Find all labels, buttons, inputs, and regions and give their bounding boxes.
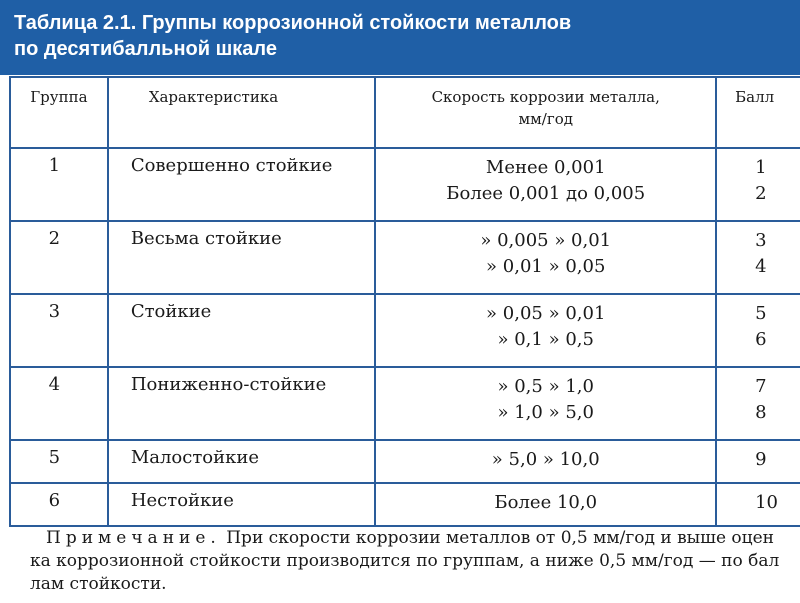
rate-line: » 0,01 » 0,05 (486, 256, 606, 277)
table-row (10, 440, 800, 483)
cell-score (716, 367, 800, 440)
cell-score (716, 221, 800, 294)
cell-characteristic: Нестойкие (108, 483, 376, 526)
rate-line: » 0,5 » 1,0 (497, 376, 594, 397)
rate-line: Более 10,0 (494, 492, 598, 513)
title-line-1: Таблица 2.1. Группы коррозионной стойкости металлов (14, 12, 572, 34)
score-value: 1 (755, 157, 767, 178)
cell-group: 3 (10, 294, 108, 367)
table-row (10, 221, 800, 294)
cell-rate (375, 367, 716, 440)
cell-score (716, 440, 800, 483)
rate-line: Более 0,001 до 0,005 (446, 183, 646, 204)
cell-characteristic: Малостойкие (108, 440, 376, 483)
header-rate-line-1: Скорость коррозии металла, (431, 88, 660, 106)
score-value: 5 (755, 303, 767, 324)
cell-rate (375, 294, 716, 367)
score-value: 2 (755, 183, 767, 204)
cell-group: 2 (10, 221, 108, 294)
cell-score (716, 294, 800, 367)
header-rate (375, 77, 716, 148)
cell-score (716, 483, 800, 526)
table-header-row (10, 77, 800, 148)
table-row (10, 483, 800, 526)
note-label: Примечание. (46, 528, 221, 548)
cell-group: 1 (10, 148, 108, 221)
cell-rate (375, 483, 716, 526)
note-text-1: При скорости коррозии металлов от 0,5 мм/год и выше оцен (226, 528, 774, 548)
table-row (10, 294, 800, 367)
cell-characteristic: Стойкие (108, 294, 376, 367)
score-value: 10 (755, 492, 779, 513)
score-value: 9 (755, 449, 767, 470)
table-note (30, 527, 800, 596)
header-group: Группа (10, 77, 108, 148)
score-value: 4 (755, 256, 767, 277)
rate-line: » 0,005 » 0,01 (480, 230, 612, 251)
table-row (10, 148, 800, 221)
rate-line: » 0,1 » 0,5 (497, 329, 594, 350)
cell-characteristic: Весьма стойкие (108, 221, 376, 294)
rate-line: » 5,0 » 10,0 (491, 449, 600, 470)
score-value: 8 (755, 402, 767, 423)
cell-score (716, 148, 800, 221)
header-score: Балл (716, 77, 800, 148)
header-characteristic: Характеристика (108, 77, 376, 148)
table-title (0, 0, 800, 75)
rate-line: » 0,05 » 0,01 (486, 303, 606, 324)
note-line-2: ка коррозионной стойкости производится по группам, а ниже 0,5 мм/год — по бал (30, 551, 780, 571)
cell-group: 5 (10, 440, 108, 483)
cell-group: 4 (10, 367, 108, 440)
rate-line: Менее 0,001 (485, 157, 606, 178)
cell-characteristic: Пониженно-стойкие (108, 367, 376, 440)
title-line-2: по десятибалльной шкале (14, 38, 277, 60)
cell-group: 6 (10, 483, 108, 526)
score-value: 3 (755, 230, 767, 251)
header-rate-line-2: мм/год (518, 110, 573, 128)
cell-characteristic: Совершенно стойкие (108, 148, 376, 221)
corrosion-table (9, 76, 800, 527)
score-value: 6 (755, 329, 767, 350)
score-value: 7 (755, 376, 767, 397)
rate-line: » 1,0 » 5,0 (497, 402, 594, 423)
cell-rate (375, 221, 716, 294)
note-line-1 (30, 527, 800, 550)
cell-rate (375, 440, 716, 483)
table-row (10, 367, 800, 440)
cell-rate (375, 148, 716, 221)
note-line-3: лам стойкости. (30, 574, 167, 594)
